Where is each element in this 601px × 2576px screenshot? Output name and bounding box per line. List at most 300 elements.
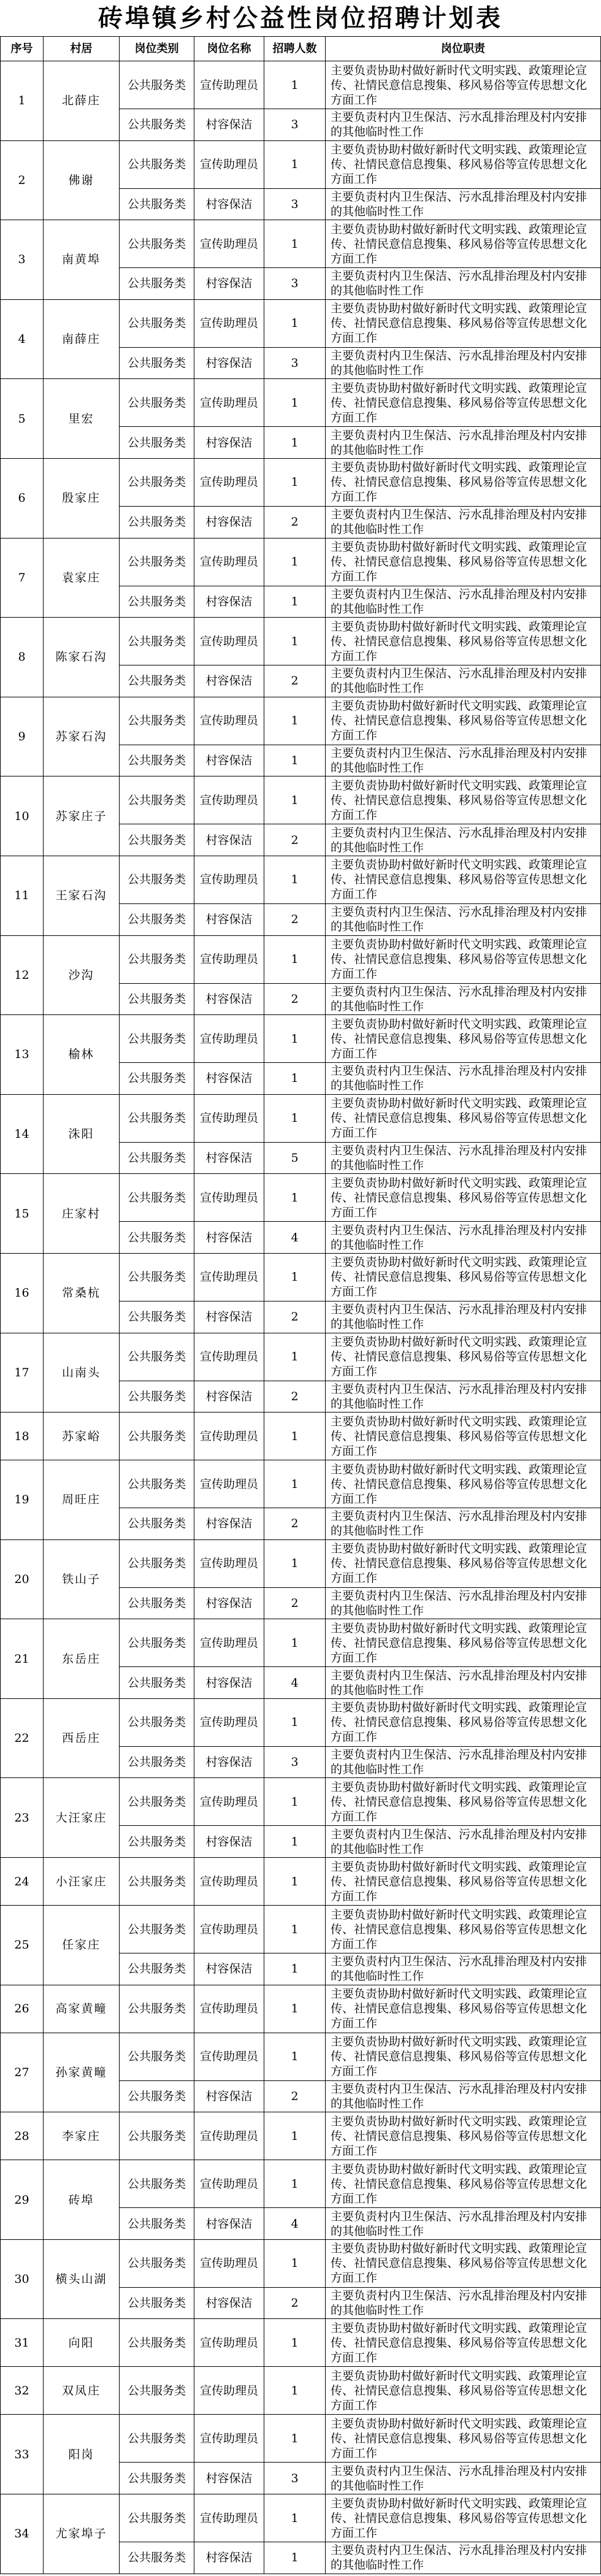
job-category-cell: 公共服务类 [120, 745, 194, 777]
job-duty-cell: 主要负责协助村做好新时代文明实践、政策理论宣传、社情民意信息搜集、移风易俗等宣传思想文化方面工作 [326, 936, 601, 984]
job-category-cell: 公共服务类 [120, 1015, 194, 1063]
job-title-cell: 宣传助理员 [194, 1254, 264, 1301]
job-duty-cell: 主要负责协助村做好新时代文明实践、政策理论宣传、社情民意信息搜集、移风易俗等宣传思想文化方面工作 [326, 1460, 601, 1508]
village-name-cell: 小汪家庄 [44, 1858, 120, 1906]
job-duty-cell: 主要负责协助村做好新时代文明实践、政策理论宣传、社情民意信息搜集、移风易俗等宣传思想文化方面工作 [326, 697, 601, 745]
job-title-cell: 宣传助理员 [194, 618, 264, 665]
village-name-cell: 东岳庄 [44, 1619, 120, 1699]
job-title-cell: 宣传助理员 [194, 379, 264, 427]
header-index: 序号 [1, 37, 44, 61]
job-title-cell: 宣传助理员 [194, 1778, 264, 1826]
headcount-cell: 2 [264, 984, 326, 1016]
headcount-cell: 1 [264, 936, 326, 984]
job-category-cell: 公共服务类 [120, 2208, 194, 2240]
headcount-cell: 1 [264, 776, 326, 824]
job-duty-cell: 主要负责协助村做好新时代文明实践、政策理论宣传、社情民意信息搜集、移风易俗等宣传思想文化方面工作 [326, 1985, 601, 2033]
headcount-cell: 1 [264, 1095, 326, 1143]
job-category-cell: 公共服务类 [120, 1174, 194, 1222]
job-title-cell: 村容保洁 [194, 189, 264, 221]
headcount-cell: 1 [264, 2112, 326, 2160]
row-number-cell: 16 [1, 1254, 44, 1333]
headcount-cell: 1 [264, 2367, 326, 2415]
row-number-cell: 14 [1, 1095, 44, 1175]
village-name-cell: 常桑杭 [44, 1254, 120, 1333]
job-duty-cell: 主要负责村内卫生保洁、污水乱排治理及村内安排的其他临时性工作 [326, 904, 601, 936]
village-name-cell: 大汪家庄 [44, 1778, 120, 1858]
recruitment-plan-table [0, 36, 601, 2574]
job-duty-cell: 主要负责协助村做好新时代文明实践、政策理论宣传、社情民意信息搜集、移风易俗等宣传思想文化方面工作 [326, 459, 601, 507]
job-duty-cell: 主要负责村内卫生保洁、污水乱排治理及村内安排的其他临时性工作 [326, 824, 601, 856]
job-title-cell: 村容保洁 [194, 2288, 264, 2320]
headcount-cell: 1 [264, 1015, 326, 1063]
row-number-cell: 31 [1, 2319, 44, 2367]
job-title-cell: 村容保洁 [194, 984, 264, 1016]
headcount-cell: 2 [264, 1301, 326, 1333]
job-duty-cell: 主要负责村内卫生保洁、污水乱排治理及村内安排的其他临时性工作 [326, 1381, 601, 1413]
job-title-cell: 宣传助理员 [194, 697, 264, 745]
job-title-cell: 村容保洁 [194, 1143, 264, 1175]
job-duty-cell: 主要负责协助村做好新时代文明实践、政策理论宣传、社情民意信息搜集、移风易俗等宣传思想文化方面工作 [326, 2415, 601, 2463]
job-duty-cell: 主要负责协助村做好新时代文明实践、政策理论宣传、社情民意信息搜集、移风易俗等宣传思想文化方面工作 [326, 1174, 601, 1222]
row-number-cell: 5 [1, 379, 44, 459]
job-title-cell: 村容保洁 [194, 507, 264, 539]
row-number-cell: 33 [1, 2415, 44, 2494]
job-duty-cell: 主要负责协助村做好新时代文明实践、政策理论宣传、社情民意信息搜集、移风易俗等宣传思想文化方面工作 [326, 2367, 601, 2415]
village-name-cell: 李家庄 [44, 2112, 120, 2160]
job-duty-cell: 主要负责协助村做好新时代文明实践、政策理论宣传、社情民意信息搜集、移风易俗等宣传思想文化方面工作 [326, 776, 601, 824]
job-title-cell: 宣传助理员 [194, 1906, 264, 1953]
row-number-cell: 28 [1, 2112, 44, 2160]
job-duty-cell: 主要负责协助村做好新时代文明实践、政策理论宣传、社情民意信息搜集、移风易俗等宣传思想文化方面工作 [326, 856, 601, 904]
village-name-cell: 佛谢 [44, 141, 120, 221]
job-title-cell: 宣传助理员 [194, 1015, 264, 1063]
job-title-cell: 村容保洁 [194, 665, 264, 697]
job-title-cell: 宣传助理员 [194, 1619, 264, 1667]
headcount-cell: 1 [264, 2415, 326, 2463]
village-name-cell: 任家庄 [44, 1906, 120, 1985]
job-title-cell: 宣传助理员 [194, 856, 264, 904]
village-name-cell: 北薛庄 [44, 61, 120, 141]
village-name-cell: 山南头 [44, 1333, 120, 1413]
row-number-cell: 8 [1, 618, 44, 697]
job-title-cell: 宣传助理员 [194, 2112, 264, 2160]
job-category-cell: 公共服务类 [120, 189, 194, 221]
headcount-cell: 3 [264, 268, 326, 300]
job-title-cell: 宣传助理员 [194, 141, 264, 189]
row-number-cell: 11 [1, 856, 44, 936]
job-category-cell: 公共服务类 [120, 1381, 194, 1413]
village-name-cell: 南黄埠 [44, 220, 120, 300]
header-village: 村居 [44, 37, 120, 61]
job-category-cell: 公共服务类 [120, 856, 194, 904]
header-category: 岗位类别 [120, 37, 194, 61]
job-duty-cell: 主要负责村内卫生保洁、污水乱排治理及村内安排的其他临时性工作 [326, 507, 601, 539]
headcount-cell: 2 [264, 507, 326, 539]
job-duty-cell: 主要负责协助村做好新时代文明实践、政策理论宣传、社情民意信息搜集、移风易俗等宣传思想文化方面工作 [326, 1015, 601, 1063]
job-duty-cell: 主要负责协助村做好新时代文明实践、政策理论宣传、社情民意信息搜集、移风易俗等宣传思想文化方面工作 [326, 379, 601, 427]
job-title-cell: 宣传助理员 [194, 1460, 264, 1508]
job-title-cell: 宣传助理员 [194, 220, 264, 268]
row-number-cell: 26 [1, 1985, 44, 2033]
job-title-cell: 宣传助理员 [194, 300, 264, 348]
job-category-cell: 公共服务类 [120, 348, 194, 380]
header-duty: 岗位职责 [326, 37, 601, 61]
headcount-cell: 4 [264, 1222, 326, 1254]
job-category-cell: 公共服务类 [120, 2160, 194, 2208]
headcount-cell: 1 [264, 220, 326, 268]
job-category-cell: 公共服务类 [120, 2494, 194, 2542]
row-number-cell: 4 [1, 300, 44, 380]
job-duty-cell: 主要负责村内卫生保洁、污水乱排治理及村内安排的其他临时性工作 [326, 1747, 601, 1779]
job-category-cell: 公共服务类 [120, 1413, 194, 1460]
job-title-cell: 宣传助理员 [194, 2367, 264, 2415]
job-category-cell: 公共服务类 [120, 1333, 194, 1381]
job-category-cell: 公共服务类 [120, 1953, 194, 1985]
row-number-cell: 23 [1, 1778, 44, 1858]
job-duty-cell: 主要负责村内卫生保洁、污水乱排治理及村内安排的其他临时性工作 [326, 1588, 601, 1620]
headcount-cell: 3 [264, 109, 326, 141]
job-duty-cell: 主要负责协助村做好新时代文明实践、政策理论宣传、社情民意信息搜集、移风易俗等宣传思想文化方面工作 [326, 1095, 601, 1143]
job-category-cell: 公共服务类 [120, 1699, 194, 1747]
headcount-cell: 1 [264, 1826, 326, 1858]
village-name-cell: 里宏 [44, 379, 120, 459]
job-title-cell: 村容保洁 [194, 904, 264, 936]
headcount-cell: 4 [264, 2208, 326, 2240]
headcount-cell: 3 [264, 348, 326, 380]
row-number-cell: 34 [1, 2494, 44, 2574]
job-title-cell: 村容保洁 [194, 109, 264, 141]
headcount-cell: 2 [264, 1381, 326, 1413]
job-category-cell: 公共服务类 [120, 539, 194, 586]
headcount-cell: 1 [264, 2319, 326, 2367]
job-duty-cell: 主要负责村内卫生保洁、污水乱排治理及村内安排的其他临时性工作 [326, 1826, 601, 1858]
row-number-cell: 24 [1, 1858, 44, 1906]
job-title-cell: 村容保洁 [194, 2081, 264, 2113]
job-title-cell: 村容保洁 [194, 348, 264, 380]
job-duty-cell: 主要负责协助村做好新时代文明实践、政策理论宣传、社情民意信息搜集、移风易俗等宣传思想文化方面工作 [326, 1858, 601, 1906]
job-category-cell: 公共服务类 [120, 2112, 194, 2160]
headcount-cell: 1 [264, 1906, 326, 1953]
job-title-cell: 村容保洁 [194, 1826, 264, 1858]
job-category-cell: 公共服务类 [120, 1508, 194, 1540]
job-duty-cell: 主要负责村内卫生保洁、污水乱排治理及村内安排的其他临时性工作 [326, 586, 601, 618]
job-duty-cell: 主要负责协助村做好新时代文明实践、政策理论宣传、社情民意信息搜集、移风易俗等宣传思想文化方面工作 [326, 1778, 601, 1826]
job-title-cell: 宣传助理员 [194, 1413, 264, 1460]
job-title-cell: 宣传助理员 [194, 1540, 264, 1588]
headcount-cell: 1 [264, 618, 326, 665]
row-number-cell: 1 [1, 61, 44, 141]
village-name-cell: 孙家黄疃 [44, 2033, 120, 2113]
job-category-cell: 公共服务类 [120, 507, 194, 539]
headcount-cell: 3 [264, 2463, 326, 2494]
row-number-cell: 27 [1, 2033, 44, 2113]
headcount-cell: 5 [264, 1143, 326, 1175]
job-category-cell: 公共服务类 [120, 1301, 194, 1333]
headcount-cell: 2 [264, 824, 326, 856]
row-number-cell: 32 [1, 2367, 44, 2415]
job-category-cell: 公共服务类 [120, 459, 194, 507]
job-title-cell: 村容保洁 [194, 2463, 264, 2494]
headcount-cell: 1 [264, 427, 326, 459]
job-category-cell: 公共服务类 [120, 1667, 194, 1699]
job-duty-cell: 主要负责协助村做好新时代文明实践、政策理论宣传、社情民意信息搜集、移风易俗等宣传思想文化方面工作 [326, 539, 601, 586]
headcount-cell: 1 [264, 1619, 326, 1667]
village-name-cell: 高家黄疃 [44, 1985, 120, 2033]
village-name-cell: 袁家庄 [44, 539, 120, 618]
job-category-cell: 公共服务类 [120, 427, 194, 459]
village-name-cell: 尤家埠子 [44, 2494, 120, 2574]
headcount-cell: 2 [264, 1588, 326, 1620]
job-duty-cell: 主要负责协助村做好新时代文明实践、政策理论宣传、社情民意信息搜集、移风易俗等宣传思想文化方面工作 [326, 61, 601, 109]
row-number-cell: 25 [1, 1906, 44, 1985]
village-name-cell: 横头山湖 [44, 2240, 120, 2320]
headcount-cell: 1 [264, 1778, 326, 1826]
row-number-cell: 6 [1, 459, 44, 539]
row-number-cell: 21 [1, 1619, 44, 1699]
row-number-cell: 12 [1, 936, 44, 1016]
job-duty-cell: 主要负责协助村做好新时代文明实践、政策理论宣传、社情民意信息搜集、移风易俗等宣传思想文化方面工作 [326, 300, 601, 348]
job-category-cell: 公共服务类 [120, 220, 194, 268]
job-category-cell: 公共服务类 [120, 936, 194, 984]
headcount-cell: 1 [264, 1858, 326, 1906]
job-duty-cell: 主要负责村内卫生保洁、污水乱排治理及村内安排的其他临时性工作 [326, 2081, 601, 2113]
job-category-cell: 公共服务类 [120, 984, 194, 1016]
job-category-cell: 公共服务类 [120, 2542, 194, 2574]
job-category-cell: 公共服务类 [120, 109, 194, 141]
job-duty-cell: 主要负责村内卫生保洁、污水乱排治理及村内安排的其他临时性工作 [326, 1301, 601, 1333]
headcount-cell: 1 [264, 1540, 326, 1588]
job-title-cell: 宣传助理员 [194, 2033, 264, 2081]
job-title-cell: 村容保洁 [194, 745, 264, 777]
job-duty-cell: 主要负责协助村做好新时代文明实践、政策理论宣传、社情民意信息搜集、移风易俗等宣传思想文化方面工作 [326, 2033, 601, 2081]
job-category-cell: 公共服务类 [120, 379, 194, 427]
job-title-cell: 宣传助理员 [194, 1095, 264, 1143]
headcount-cell: 2 [264, 665, 326, 697]
job-category-cell: 公共服务类 [120, 776, 194, 824]
job-title-cell: 宣传助理员 [194, 1333, 264, 1381]
page-title: 砖埠镇乡村公益性岗位招聘计划表 [98, 4, 503, 33]
job-category-cell: 公共服务类 [120, 2081, 194, 2113]
job-title-cell: 宣传助理员 [194, 1699, 264, 1747]
job-title-cell: 村容保洁 [194, 1747, 264, 1779]
job-title-cell: 村容保洁 [194, 1222, 264, 1254]
job-title-cell: 村容保洁 [194, 1508, 264, 1540]
job-title-cell: 宣传助理员 [194, 2415, 264, 2463]
row-number-cell: 22 [1, 1699, 44, 1779]
headcount-cell: 1 [264, 1063, 326, 1095]
job-duty-cell: 主要负责村内卫生保洁、污水乱排治理及村内安排的其他临时性工作 [326, 745, 601, 777]
headcount-cell: 1 [264, 2542, 326, 2574]
job-duty-cell: 主要负责协助村做好新时代文明实践、政策理论宣传、社情民意信息搜集、移风易俗等宣传思想文化方面工作 [326, 1413, 601, 1460]
job-duty-cell: 主要负责村内卫生保洁、污水乱排治理及村内安排的其他临时性工作 [326, 427, 601, 459]
job-duty-cell: 主要负责村内卫生保洁、污水乱排治理及村内安排的其他临时性工作 [326, 1953, 601, 1985]
job-duty-cell: 主要负责村内卫生保洁、污水乱排治理及村内安排的其他临时性工作 [326, 2542, 601, 2574]
job-duty-cell: 主要负责协助村做好新时代文明实践、政策理论宣传、社情民意信息搜集、移风易俗等宣传思想文化方面工作 [326, 141, 601, 189]
village-name-cell: 铁山子 [44, 1540, 120, 1620]
job-category-cell: 公共服务类 [120, 2415, 194, 2463]
job-category-cell: 公共服务类 [120, 1778, 194, 1826]
job-duty-cell: 主要负责村内卫生保洁、污水乱排治理及村内安排的其他临时性工作 [326, 1508, 601, 1540]
job-duty-cell: 主要负责协助村做好新时代文明实践、政策理论宣传、社情民意信息搜集、移风易俗等宣传思想文化方面工作 [326, 1540, 601, 1588]
row-number-cell: 29 [1, 2160, 44, 2240]
headcount-cell: 1 [264, 1254, 326, 1301]
job-duty-cell: 主要负责协助村做好新时代文明实践、政策理论宣传、社情民意信息搜集、移风易俗等宣传思想文化方面工作 [326, 1699, 601, 1747]
headcount-cell: 4 [264, 1667, 326, 1699]
job-category-cell: 公共服务类 [120, 2033, 194, 2081]
village-name-cell: 苏家石沟 [44, 697, 120, 777]
headcount-cell: 1 [264, 300, 326, 348]
row-number-cell: 13 [1, 1015, 44, 1095]
job-title-cell: 宣传助理员 [194, 1858, 264, 1906]
row-number-cell: 18 [1, 1413, 44, 1460]
job-duty-cell: 主要负责村内卫生保洁、污水乱排治理及村内安排的其他临时性工作 [326, 348, 601, 380]
job-title-cell: 宣传助理员 [194, 2319, 264, 2367]
job-title-cell: 村容保洁 [194, 1953, 264, 1985]
job-duty-cell: 主要负责村内卫生保洁、污水乱排治理及村内安排的其他临时性工作 [326, 268, 601, 300]
job-category-cell: 公共服务类 [120, 1540, 194, 1588]
job-category-cell: 公共服务类 [120, 1222, 194, 1254]
row-number-cell: 30 [1, 2240, 44, 2320]
row-number-cell: 7 [1, 539, 44, 618]
job-category-cell: 公共服务类 [120, 824, 194, 856]
headcount-cell: 1 [264, 2033, 326, 2081]
job-category-cell: 公共服务类 [120, 1826, 194, 1858]
headcount-cell: 1 [264, 141, 326, 189]
job-category-cell: 公共服务类 [120, 2288, 194, 2320]
job-category-cell: 公共服务类 [120, 1095, 194, 1143]
job-category-cell: 公共服务类 [120, 697, 194, 745]
job-category-cell: 公共服务类 [120, 268, 194, 300]
headcount-cell: 2 [264, 2288, 326, 2320]
job-duty-cell: 主要负责协助村做好新时代文明实践、政策理论宣传、社情民意信息搜集、移风易俗等宣传思想文化方面工作 [326, 1906, 601, 1953]
job-category-cell: 公共服务类 [120, 1143, 194, 1175]
village-name-cell: 陈家石沟 [44, 618, 120, 697]
job-category-cell: 公共服务类 [120, 1063, 194, 1095]
job-title-cell: 村容保洁 [194, 2208, 264, 2240]
job-title-cell: 宣传助理员 [194, 776, 264, 824]
headcount-cell: 1 [264, 1174, 326, 1222]
job-category-cell: 公共服务类 [120, 2463, 194, 2494]
row-number-cell: 2 [1, 141, 44, 221]
job-duty-cell: 主要负责村内卫生保洁、污水乱排治理及村内安排的其他临时性工作 [326, 1063, 601, 1095]
job-category-cell: 公共服务类 [120, 586, 194, 618]
job-category-cell: 公共服务类 [120, 1460, 194, 1508]
headcount-cell: 1 [264, 1333, 326, 1381]
village-name-cell: 西岳庄 [44, 1699, 120, 1779]
job-duty-cell: 主要负责协助村做好新时代文明实践、政策理论宣传、社情民意信息搜集、移风易俗等宣传思想文化方面工作 [326, 1333, 601, 1381]
job-title-cell: 宣传助理员 [194, 2160, 264, 2208]
job-category-cell: 公共服务类 [120, 665, 194, 697]
job-duty-cell: 主要负责村内卫生保洁、污水乱排治理及村内安排的其他临时性工作 [326, 1667, 601, 1699]
village-name-cell: 洙阳 [44, 1095, 120, 1175]
job-duty-cell: 主要负责村内卫生保洁、污水乱排治理及村内安排的其他临时性工作 [326, 2463, 601, 2494]
header-position: 岗位名称 [194, 37, 264, 61]
village-name-cell: 南薛庄 [44, 300, 120, 380]
headcount-cell: 3 [264, 1747, 326, 1779]
row-number-cell: 3 [1, 220, 44, 300]
headcount-cell: 2 [264, 904, 326, 936]
job-category-cell: 公共服务类 [120, 61, 194, 109]
village-name-cell: 周旺庄 [44, 1460, 120, 1540]
headcount-cell: 1 [264, 2494, 326, 2542]
job-title-cell: 村容保洁 [194, 268, 264, 300]
village-name-cell: 砖埠 [44, 2160, 120, 2240]
headcount-cell: 1 [264, 745, 326, 777]
job-category-cell: 公共服务类 [120, 141, 194, 189]
job-duty-cell: 主要负责协助村做好新时代文明实践、政策理论宣传、社情民意信息搜集、移风易俗等宣传思想文化方面工作 [326, 2240, 601, 2288]
village-name-cell: 阳岗 [44, 2415, 120, 2494]
job-category-cell: 公共服务类 [120, 1747, 194, 1779]
job-title-cell: 村容保洁 [194, 1667, 264, 1699]
headcount-cell: 1 [264, 1413, 326, 1460]
headcount-cell: 2 [264, 1508, 326, 1540]
row-number-cell: 10 [1, 776, 44, 856]
headcount-cell: 1 [264, 697, 326, 745]
headcount-cell: 2 [264, 2081, 326, 2113]
job-title-cell: 村容保洁 [194, 1063, 264, 1095]
headcount-cell: 1 [264, 1460, 326, 1508]
village-name-cell: 庄家村 [44, 1174, 120, 1254]
job-title-cell: 村容保洁 [194, 1588, 264, 1620]
job-duty-cell: 主要负责协助村做好新时代文明实践、政策理论宣传、社情民意信息搜集、移风易俗等宣传思想文化方面工作 [326, 1619, 601, 1667]
job-duty-cell: 主要负责协助村做好新时代文明实践、政策理论宣传、社情民意信息搜集、移风易俗等宣传思想文化方面工作 [326, 2160, 601, 2208]
job-title-cell: 村容保洁 [194, 824, 264, 856]
job-duty-cell: 主要负责协助村做好新时代文明实践、政策理论宣传、社情民意信息搜集、移风易俗等宣传思想文化方面工作 [326, 618, 601, 665]
job-category-cell: 公共服务类 [120, 2240, 194, 2288]
job-duty-cell: 主要负责村内卫生保洁、污水乱排治理及村内安排的其他临时性工作 [326, 2288, 601, 2320]
job-category-cell: 公共服务类 [120, 1254, 194, 1301]
job-duty-cell: 主要负责村内卫生保洁、污水乱排治理及村内安排的其他临时性工作 [326, 665, 601, 697]
row-number-cell: 20 [1, 1540, 44, 1620]
job-title-cell: 宣传助理员 [194, 539, 264, 586]
headcount-cell: 1 [264, 379, 326, 427]
headcount-cell: 1 [264, 459, 326, 507]
job-title-cell: 村容保洁 [194, 427, 264, 459]
headcount-cell: 1 [264, 586, 326, 618]
headcount-cell: 1 [264, 2240, 326, 2288]
row-number-cell: 17 [1, 1333, 44, 1413]
job-title-cell: 村容保洁 [194, 1301, 264, 1333]
job-title-cell: 宣传助理员 [194, 61, 264, 109]
job-duty-cell: 主要负责协助村做好新时代文明实践、政策理论宣传、社情民意信息搜集、移风易俗等宣传思想文化方面工作 [326, 1254, 601, 1301]
job-title-cell: 宣传助理员 [194, 2494, 264, 2542]
job-title-cell: 村容保洁 [194, 586, 264, 618]
job-duty-cell: 主要负责协助村做好新时代文明实践、政策理论宣传、社情民意信息搜集、移风易俗等宣传思想文化方面工作 [326, 2112, 601, 2160]
job-category-cell: 公共服务类 [120, 300, 194, 348]
village-name-cell: 苏家庄子 [44, 776, 120, 856]
village-name-cell: 榆林 [44, 1015, 120, 1095]
job-title-cell: 宣传助理员 [194, 459, 264, 507]
job-category-cell: 公共服务类 [120, 1906, 194, 1953]
headcount-cell: 1 [264, 1699, 326, 1747]
row-number-cell: 15 [1, 1174, 44, 1254]
job-title-cell: 宣传助理员 [194, 936, 264, 984]
job-duty-cell: 主要负责协助村做好新时代文明实践、政策理论宣传、社情民意信息搜集、移风易俗等宣传思想文化方面工作 [326, 220, 601, 268]
header-count: 招聘人数 [264, 37, 326, 61]
row-number-cell: 9 [1, 697, 44, 777]
job-title-cell: 村容保洁 [194, 2542, 264, 2574]
headcount-cell: 3 [264, 189, 326, 221]
job-category-cell: 公共服务类 [120, 618, 194, 665]
job-title-cell: 宣传助理员 [194, 1985, 264, 2033]
job-title-cell: 宣传助理员 [194, 2240, 264, 2288]
job-duty-cell: 主要负责村内卫生保洁、污水乱排治理及村内安排的其他临时性工作 [326, 2208, 601, 2240]
job-title-cell: 宣传助理员 [194, 1174, 264, 1222]
headcount-cell: 1 [264, 1953, 326, 1985]
job-duty-cell: 主要负责村内卫生保洁、污水乱排治理及村内安排的其他临时性工作 [326, 1143, 601, 1175]
village-name-cell: 殷家庄 [44, 459, 120, 539]
job-category-cell: 公共服务类 [120, 904, 194, 936]
